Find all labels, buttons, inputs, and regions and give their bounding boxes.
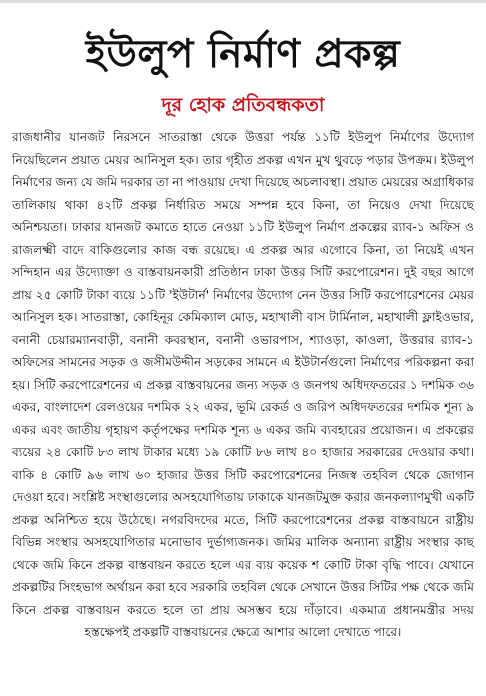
top-divider: [0, 0, 486, 3]
headline: ইউলুপ নির্মাণ প্রকল্প: [85, 32, 401, 77]
article-body: রাজধানীর যানজট নিরসনে সাতরাস্তা থেকে উত্তরা পর্যন্ত ১১টি ইউলুপ নির্মাণের উদ্যোগ নিয়েছিলেন প্রয়াত মেয়র আনিসুল হক। তার গৃহীত প্রকল্প এখন মুখ থুবড়ে পড়ার উপক্রম। ইউলুপ নির্মাণের জন্য যে জমি দরকার তা না পাওয়ায় দেখা দিয়েছে অচলাবস্থা। প্রয়াত মেয়রের অগ্রাধিকার তালিকায় থাকা ৪২টি প্রকল্প নির্ধারিত সময়ে সম্পন্ন হবে কিনা, তা নিয়েও দেখা দিয়েছে অনিশ্চয়তা। ঢাকার যানজট কমাতে হাতে নেওয়া ১১টি ইউলুপ নির্মাণ প্রকল্পের র‍্যাব-১ অফিস ও রাজলক্ষ্মী বাদে বাকিগুলোর কাজ বন্ধ রয়েছে। এ প্রকল্প আর এগোবে কিনা, তা নিয়েই এখন সন্দিহান এর উদ্যোক্তা ও বাস্তবায়নকারী প্রতিষ্ঠান ঢাকা উত্তর সিটি করপোরেশন। দুই বছর আগে প্রায় ২৫ কোটি টাকা ব্যয়ে ১১টি 'ইউটার্ন' নির্মাণের উদ্যোগ নেন উত্তর সিটি করপোরেশনের মেয়র আনিসুল হক। সাতরাস্তা, কোহিনূর কেমিক্যাল মোড়, মহাখালী বাস টার্মিনাল, মহাখালী ফ্লাইওভার, বনানী চেয়ারম্যানবাড়ী, বনানী কবরস্থান, বনানী ওভারপাস, শ্যাওড়া, কাওলা, উত্তরার র‍্যাব-১ অফিসের সামনের সড়ক ও জসীমউদ্দীন সড়কের সামনে এ ইউটার্নগুলো নির্মাণের পরিকল্পনা করা হয়। সিটি করপোরেশনের এ প্রকল্প বাস্তবায়নের জন্য সড়ক ও জনপথ অধিদফতরের ১ দশমিক ৩৬ একর, বাংলাদেশ রেলওয়ের দশমিক ২২ একর, ভূমি রেকর্ড ও জরিপ অধিদফতরের দশমিক শূন্য ৯ একর এবং জাতীয় গৃহায়ণ কর্তৃপক্ষের দশমিক শূন্য ৬ একর জমি ব্যবহারের প্রয়োজন। এ প্রকল্পের ব্যয়ের ২৪ কোটি ৮৩ লাখ টাকার মধ্যে ১৯ কোটি ৮৬ লাখ ৪০ হাজার সরকারের দেওয়ার কথা। বাকি ৪ কোটি ৯৬ লাখ ৬০ হাজার উত্তর সিটি করপোরেশনের নিজস্ব তহবিল থেকে জোগান দেওয়া হবে। সংশ্লিষ্ট সংস্থাগুলোর অসহযোগিতায় ঢাকাকে যানজটমুক্ত করার জনকল্যাণমুখী একটি প্রকল্প অনিশ্চিত হয়ে উঠেছে। নগরবিদদের মতে, সিটি করপোরেশনের প্রকল্প বাস্তবায়নে রাষ্ট্রীয় বিভিন্ন সংস্থার অসহযোগিতার মনোভাব দুর্ভাগ্যজনক। জমির মালিক অন্যান্য রাষ্ট্রীয় সংস্থার কাছ থেকে জমি কিনে প্রকল্প বাস্তবায়ন করতে হলে এর ব্যয় কয়েক শ কোটি টাকা বৃদ্ধি পাবে। যেখানে প্রকল্পটির সিংহভাগ অর্থায়ন করা হবে সরকারি তহবিল থেকে সেখানে উত্তর সিটির পক্ষ থেকে জমি কিনে প্রকল্প বাস্তবায়ন করতে হলে তা প্রায় অসম্ভব হয়ে দাঁড়াবে। একমাত্র প্রধানমন্ত্রীর সদয় হস্তক্ষেপই প্রকল্পটি বাস্তবায়নের ক্ষেত্রে আশার আলো দেখাতে পারে।: [12, 130, 474, 639]
subheadline: দূর হোক প্রতিবন্ধকতা: [161, 94, 325, 116]
